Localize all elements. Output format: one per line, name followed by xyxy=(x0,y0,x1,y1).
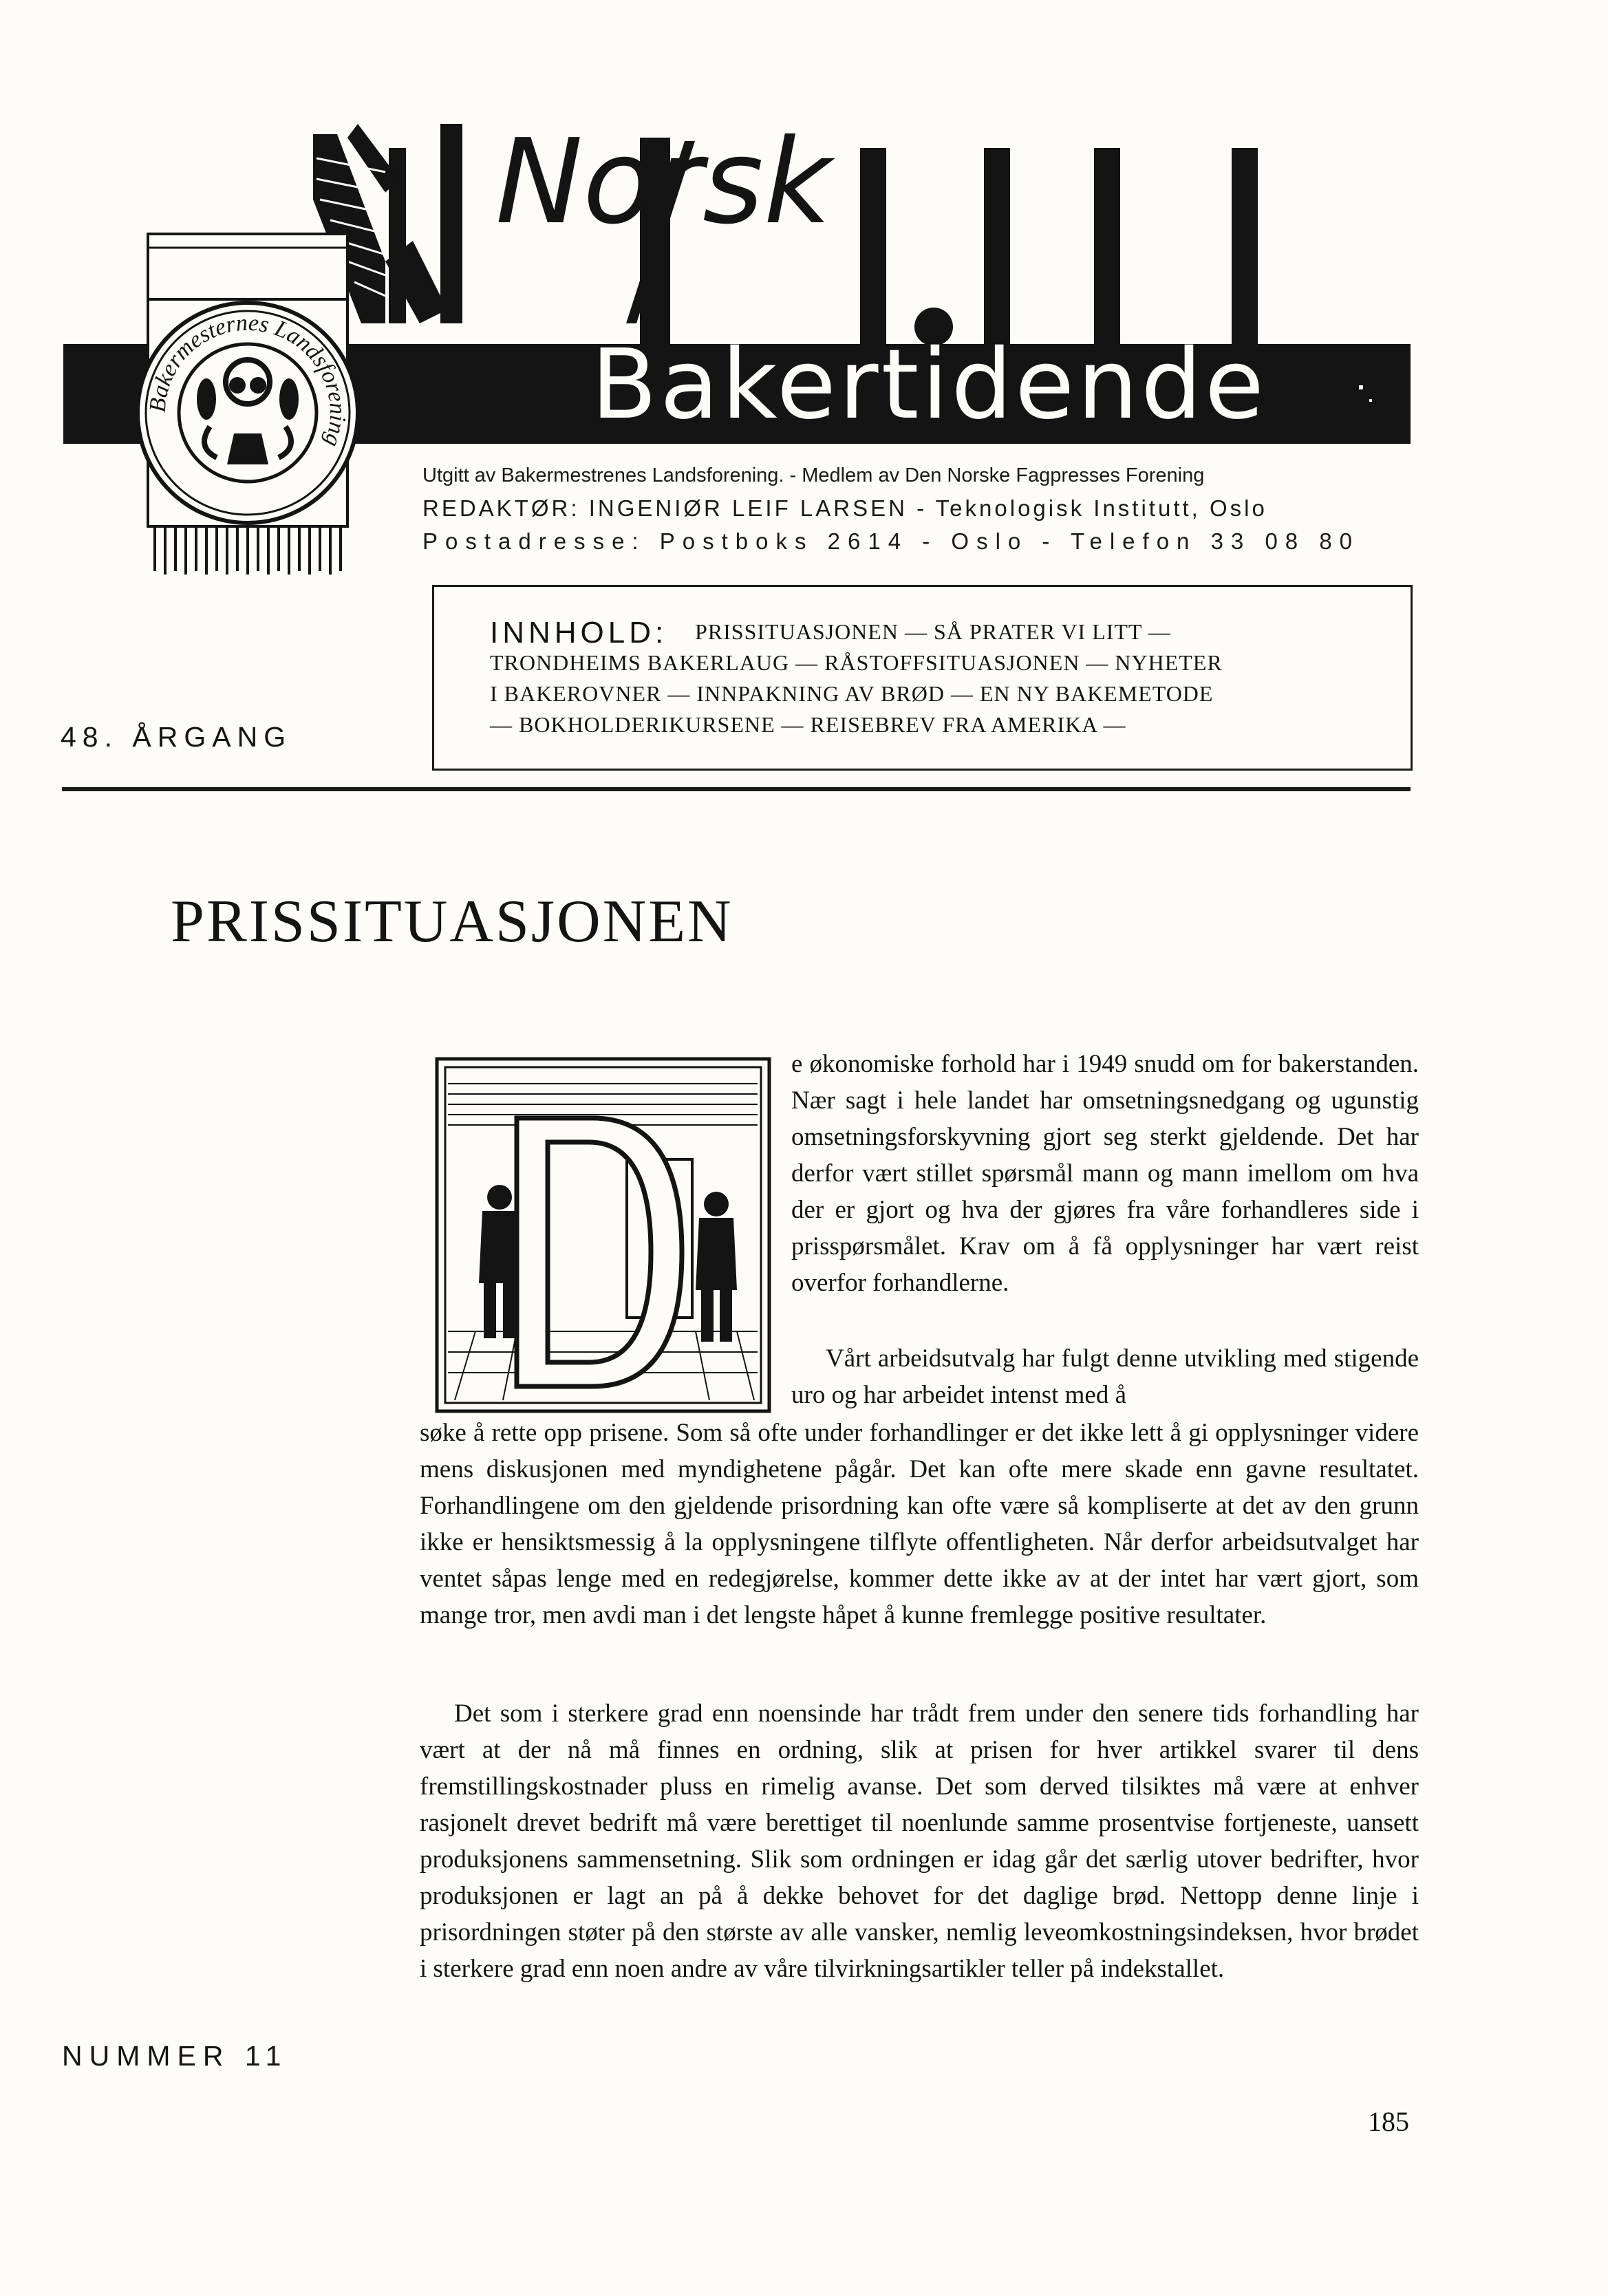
contents-line-2: TRONDHEIMS BAKERLAUG — RÅSTOFFSITUASJONEN — NYHETER xyxy=(490,650,1223,675)
drop-cap-illustration xyxy=(434,1056,772,1414)
editor-line: REDAKTØR: INGENIØR LEIF LARSEN - Teknologisk Institutt, Oslo xyxy=(422,495,1267,521)
header-divider xyxy=(62,787,1411,791)
article-paragraph-1: e økonomiske forhold har i 1949 snudd om for bakerstanden. Nær sagt i hele landet har omsetningsnedgang og ugunstig omsetningsforskyvning gjort seg sterkt gjeldende. Det har derfor vært stillet spørsmål mann og mann imellom om hva der er gjort og hva der gjøres fra våre forhandleres side i prisspørsmålet. Krav om å få opplysninger har vært reist overfor forhandlerne. xyxy=(791,1050,1419,1297)
masthead-title-top: Norsk xyxy=(495,114,832,250)
seal-text: Bakermesternes Landsforening xyxy=(144,310,351,450)
masthead-title: Bakertidende xyxy=(590,329,1267,441)
volume-label: 48. ÅRGANG xyxy=(61,721,292,753)
contents-line-1: PRISSITUASJONEN — SÅ PRATER VI LITT — xyxy=(695,619,1171,644)
contents-line-3: I BAKEROVNER — INNPAKNING AV BRØD — EN NY BAKEMETODE xyxy=(490,681,1214,706)
drop-cap-letter: D xyxy=(434,1056,435,1057)
address-line: Postadresse: Postboks 2614 - Oslo - Telefon 33 08 80 xyxy=(422,528,1360,554)
article-paragraph-2: søke å rette opp prisene. Som så ofte under forhandlinger er det ikke lett å gi opplysninger videre mens diskusjonen med myndighetene pågår. Det kan ofte mere skade enn gavne resultatet. Forhandlingene om den gjeldende prisordning kan ofte være så kompliserte at det av den grunn ikke er hensiktsmessig å la opplysningene tilflyte offentligheten. Når derfor arbeidsutvalget har ventet såpas lenge med en redegjørelse, kommer dette ikke av at der intet har vært gjort, som mange tror, men avdi man i det lengste håpet å kunne fremlegge positive resultater. xyxy=(420,1419,1419,1629)
issue-number: NUMMER 11 xyxy=(62,2040,288,2072)
guild-seal-icon xyxy=(134,227,361,585)
article-paragraph-3: Det som i sterkere grad enn noensinde har trådt frem under den senere tids forhandling har vært at der nå må finnes en ordning, slik at prisen for hver artikkel svarer til dens fremstillingskostnader pluss en rimelig avanse. Det som derved tilsiktes må være at enhver rasjonelt drevet bedrift må være berettiget til noenlunde samme prosentvise fortjeneste, uansett produksjonens sammensetning. Slik som ordningen er idag går det særlig utover bedrifter, hvor produksjonen er lagt an på å dekke behovet for det daglige brød. Nettopp denne linje i prisordningen støter på den største av alle vansker, nemlig leveomkostningsindeksen, hvor brødet i sterkere grad enn noen andre av våre tilvirkningsartikler teller på indekstallet. xyxy=(420,1699,1419,1983)
article-paragraph-2-lead: Vårt arbeidsutvalg har fulgt denne utvikling med stigende uro og har arbeidet intenst med å xyxy=(791,1344,1419,1409)
contents-box xyxy=(432,585,1413,771)
article-headline: PRISSITUASJONEN xyxy=(171,888,733,955)
publisher-line: Utgitt av Bakermestrenes Landsforening. - Medlem av Den Norske Fagpresses Forening xyxy=(422,464,1205,486)
contents-line-4: — BOKHOLDERIKURSENE — REISEBREV FRA AMERIKA — xyxy=(490,712,1126,737)
contents-label: INNHOLD: xyxy=(490,616,668,650)
page-number: 185 xyxy=(1368,2106,1409,2137)
